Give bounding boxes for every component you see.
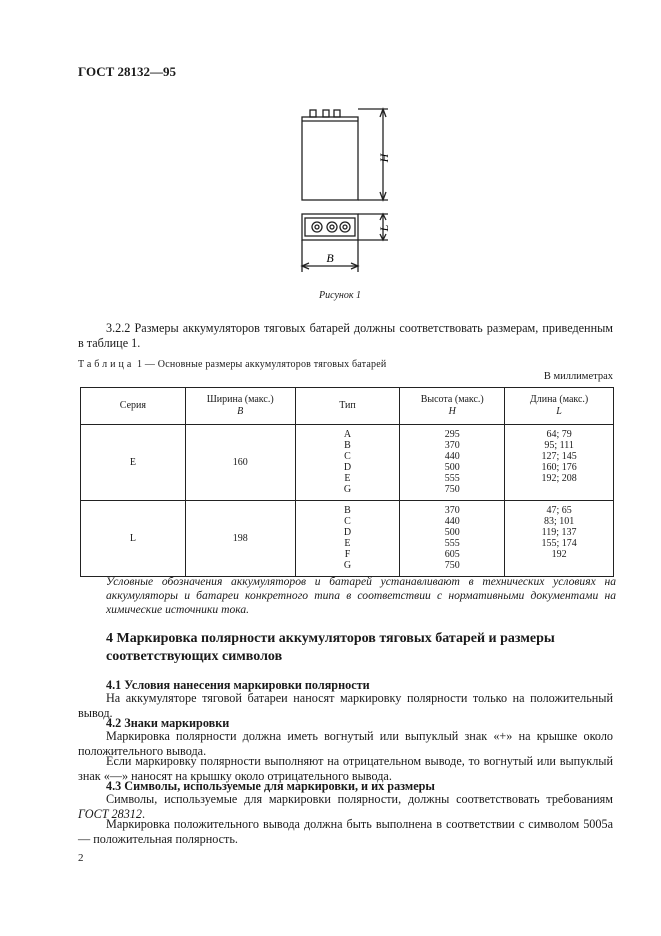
table-row bbox=[81, 501, 614, 577]
table-units: В миллиметрах bbox=[543, 371, 613, 382]
cell-width: 198 bbox=[185, 501, 295, 577]
cell-types: B C D E F G bbox=[295, 501, 400, 577]
dimension-label-l: L bbox=[377, 224, 391, 232]
paragraph-3-2-2: 3.2.2 Размеры аккумуляторов тяговых батарей должны соответствовать размерам, приведенным в таблице 1. bbox=[78, 321, 613, 350]
table-caption-word: Таблица bbox=[78, 359, 135, 370]
section-4-1-text: На аккумуляторе тяговой батареи наносят маркировку полярности только на положительный вывод. bbox=[78, 691, 613, 720]
header-length: Длина (макс.) L bbox=[505, 388, 614, 425]
battery-body-front bbox=[302, 117, 358, 200]
header-series: Серия bbox=[81, 388, 186, 425]
cell-lengths: 64; 79 95; 111 127; 145 160; 176 192; 208 bbox=[505, 425, 614, 501]
table-row bbox=[81, 425, 614, 501]
dimensions-table bbox=[80, 387, 614, 577]
dimension-label-b: B bbox=[326, 251, 334, 265]
cell-heights: 370 440 500 555 605 750 bbox=[400, 501, 505, 577]
section-4-3-text-1: Символы, используемые для маркировки полярности, должны соответствовать требованиям ГОСТ 28312. bbox=[78, 792, 613, 821]
figure-caption: Рисунок 1 bbox=[318, 290, 362, 301]
cell-width: 160 bbox=[185, 425, 295, 501]
table-note: Условные обозначения аккумуляторов и батарей устанавливают в технических условиях на аккумуляторы и батареи конкретного типа в соответствии с нормативными документами на химические источники тока. bbox=[106, 575, 616, 616]
header-width: Ширина (макс.) B bbox=[185, 388, 295, 425]
header-type: Тип bbox=[295, 388, 400, 425]
standard-reference: ГОСТ 28312 bbox=[78, 807, 142, 821]
section-4-3-text-2: Маркировка положительного вывода должна быть выполнена в соответствии с символом 5005а — положительная полярность. bbox=[78, 817, 613, 846]
section-4-3-title: 4.3 Символы, используемые для маркировки, и их размеры bbox=[106, 779, 435, 793]
dimension-label-h: H bbox=[377, 153, 391, 163]
section-4-title: 4 Маркировка полярности аккумуляторов тяговых батарей и размеры соответствующих символов bbox=[106, 631, 555, 664]
cell-series: E bbox=[81, 425, 186, 501]
cell-series: L bbox=[81, 501, 186, 577]
section-4-1-title: 4.1 Условия нанесения маркировки полярности bbox=[106, 678, 370, 692]
table-caption-text: 1 — Основные размеры аккумуляторов тяговых батарей bbox=[136, 359, 387, 370]
table-caption bbox=[78, 359, 386, 370]
section-4-2-text-2: Если маркировку полярности выполняют на отрицательном выводе, то вогнутый или выпуклый знак «—» наносят на крышку около отрицательного вывода. bbox=[78, 754, 613, 783]
battery-dimensions-figure bbox=[290, 100, 400, 280]
section-4-2-text-1: Маркировка полярности должна иметь вогнутый или выпуклый знак «+» на крышке около положительного вывода. bbox=[78, 729, 613, 758]
cell-lengths: 47; 65 83; 101 119; 137 155; 174 192 bbox=[505, 501, 614, 577]
document-header: ГОСТ 28132—95 bbox=[78, 64, 177, 79]
page-number: 2 bbox=[78, 852, 84, 864]
cell-types: A B C D E G bbox=[295, 425, 400, 501]
cell-heights: 295 370 440 500 555 750 bbox=[400, 425, 505, 501]
table-header-row bbox=[81, 388, 614, 425]
section-4-2-title: 4.2 Знаки маркировки bbox=[106, 716, 230, 730]
header-height: Высота (макс.) H bbox=[400, 388, 505, 425]
